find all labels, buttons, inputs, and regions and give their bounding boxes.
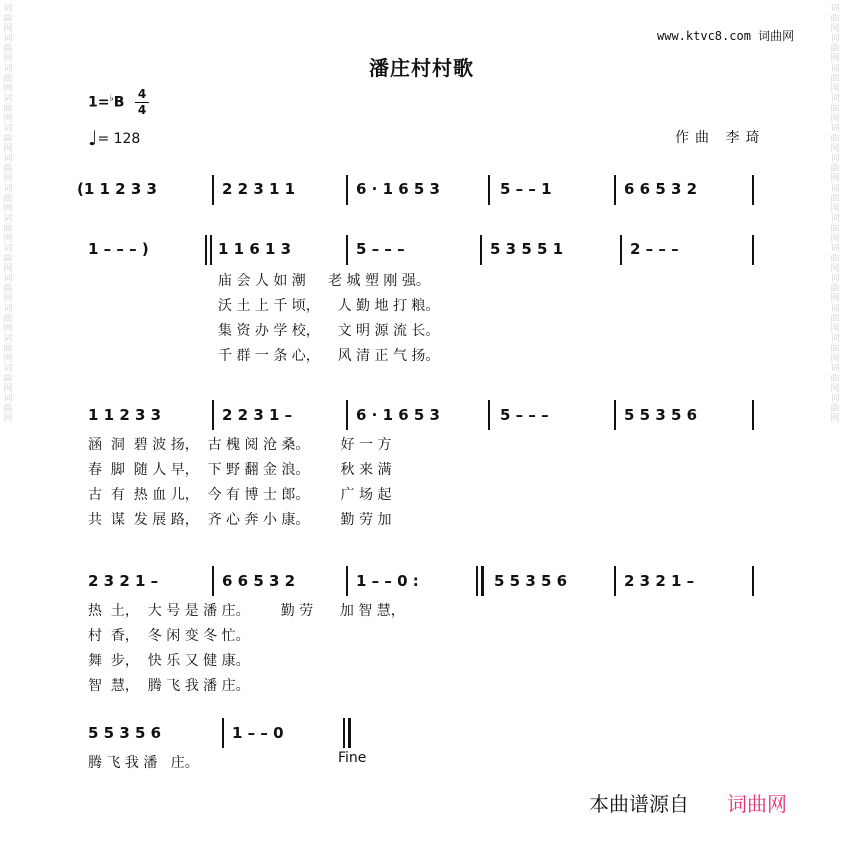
meter-top: 4 xyxy=(137,87,147,101)
measure: 6 6 5 3 2 xyxy=(624,180,698,198)
song-title: 潘庄村村歌 xyxy=(369,56,474,80)
measure: 5 – – 1 xyxy=(500,180,552,198)
repeat-barline xyxy=(476,566,478,596)
barline xyxy=(752,400,754,430)
lyric-line: 千 群 一 条 心， 风 清 正 气 扬。 xyxy=(218,348,440,364)
fine-marking: Fine xyxy=(338,750,367,766)
measure: 1 – – – ) xyxy=(88,240,149,258)
barline xyxy=(346,175,348,205)
measure: 5 3 5 5 1 xyxy=(490,240,564,258)
lyric-line: 村 香， 冬 闲 变 冬 忙。 xyxy=(88,628,250,644)
measure: 2 – – – xyxy=(630,240,679,258)
meter-bottom: 4 xyxy=(137,103,147,117)
final-barline xyxy=(343,718,345,748)
measure: 1 1 6 1 3 xyxy=(218,240,292,258)
time-signature xyxy=(135,88,149,117)
measure: 1 – – 0 xyxy=(232,724,284,742)
final-barline-thick xyxy=(348,718,351,748)
barline xyxy=(752,175,754,205)
measure: (1 1 2 3 3 xyxy=(77,180,157,198)
lyric-line: 沃 土 上 千 顷， 人 勤 地 打 粮。 xyxy=(218,298,440,314)
barline xyxy=(752,566,754,596)
tempo-value: = 128 xyxy=(97,131,141,147)
measure: 2 2 3 1 1 xyxy=(222,180,296,198)
repeat-barline-thick xyxy=(481,566,484,596)
barline xyxy=(620,235,622,265)
measure: 5 5 3 5 6 xyxy=(624,406,698,424)
watermark-left: 词曲网 词曲网 词曲网 词曲网 词曲网 词曲网 词曲网 词曲网 词曲网 词曲网 词曲网 词曲网 词曲网 词曲网 xyxy=(3,4,13,424)
barline xyxy=(212,175,214,205)
measure: 5 5 3 5 6 xyxy=(88,724,162,742)
barline xyxy=(210,235,212,265)
lyric-line: 智 慧， 腾 飞 我 潘 庄。 xyxy=(88,678,250,694)
lyric-line: 热 土， 大 号 是 潘 庄。 勤 劳 加 智 慧， xyxy=(88,603,405,619)
lyric-line: 集 资 办 学 校， 文 明 源 流 长。 xyxy=(218,323,440,339)
composer-credit: 作曲 李琦 xyxy=(675,130,766,146)
source-label: 本曲谱源自 xyxy=(589,792,689,816)
barline xyxy=(488,175,490,205)
barline xyxy=(614,566,616,596)
measure: 6 · 1 6 5 3 xyxy=(356,406,440,424)
barline xyxy=(205,235,207,265)
barline xyxy=(212,400,214,430)
tempo-marking xyxy=(88,126,140,150)
barline xyxy=(346,400,348,430)
barline xyxy=(614,400,616,430)
key-signature xyxy=(88,94,124,111)
barline xyxy=(346,235,348,265)
barline xyxy=(752,235,754,265)
key-prefix: 1= xyxy=(88,94,110,111)
lyric-line: 舞 步， 快 乐 又 健 康。 xyxy=(88,653,250,669)
measure: 5 – – – xyxy=(356,240,405,258)
measure: 2 3 2 1 – xyxy=(88,572,159,590)
lyric-line: 腾 飞 我 潘 庄。 xyxy=(88,755,199,771)
flat-sign: ♭ xyxy=(109,94,114,104)
barline xyxy=(488,400,490,430)
watermark-right: 词曲网 词曲网 词曲网 词曲网 词曲网 词曲网 词曲网 词曲网 词曲网 词曲网 词曲网 词曲网 词曲网 词曲网 xyxy=(830,4,840,424)
measure: 1 – – 0 : xyxy=(356,572,419,590)
measure: 1 1 2 3 3 xyxy=(88,406,162,424)
lyric-line: 涵 洞 碧 波 扬， 古 槐 阅 沧 桑。 好 一 方 xyxy=(88,437,392,453)
lyric-line: 古 有 热 血 儿， 今 有 博 士 郎。 广 场 起 xyxy=(88,487,392,503)
quarter-note-icon: ♩ xyxy=(88,126,98,150)
barline xyxy=(480,235,482,265)
barline xyxy=(212,566,214,596)
lyric-line: 春 脚 随 人 早， 下 野 翻 金 浪。 秋 来 满 xyxy=(88,462,392,478)
measure: 5 5 3 5 6 xyxy=(494,572,568,590)
key-letter: B xyxy=(113,94,125,111)
measure: 5 – – – xyxy=(500,406,549,424)
brand-link[interactable]: 词曲网 xyxy=(727,792,787,816)
measure: 2 2 3 1 – xyxy=(222,406,293,424)
barline xyxy=(222,718,224,748)
barline xyxy=(346,566,348,596)
measure: 6 · 1 6 5 3 xyxy=(356,180,440,198)
lyric-line: 庙 会 人 如 潮 老 城 塑 刚 强。 xyxy=(218,273,430,289)
barline xyxy=(614,175,616,205)
measure: 2 3 2 1 – xyxy=(624,572,695,590)
lyric-line: 共 谋 发 展 路， 齐 心 奔 小 康。 勤 劳 加 xyxy=(88,512,392,528)
measure: 6 6 5 3 2 xyxy=(222,572,296,590)
site-header[interactable]: www.ktvc8.com 词曲网 xyxy=(657,29,795,43)
